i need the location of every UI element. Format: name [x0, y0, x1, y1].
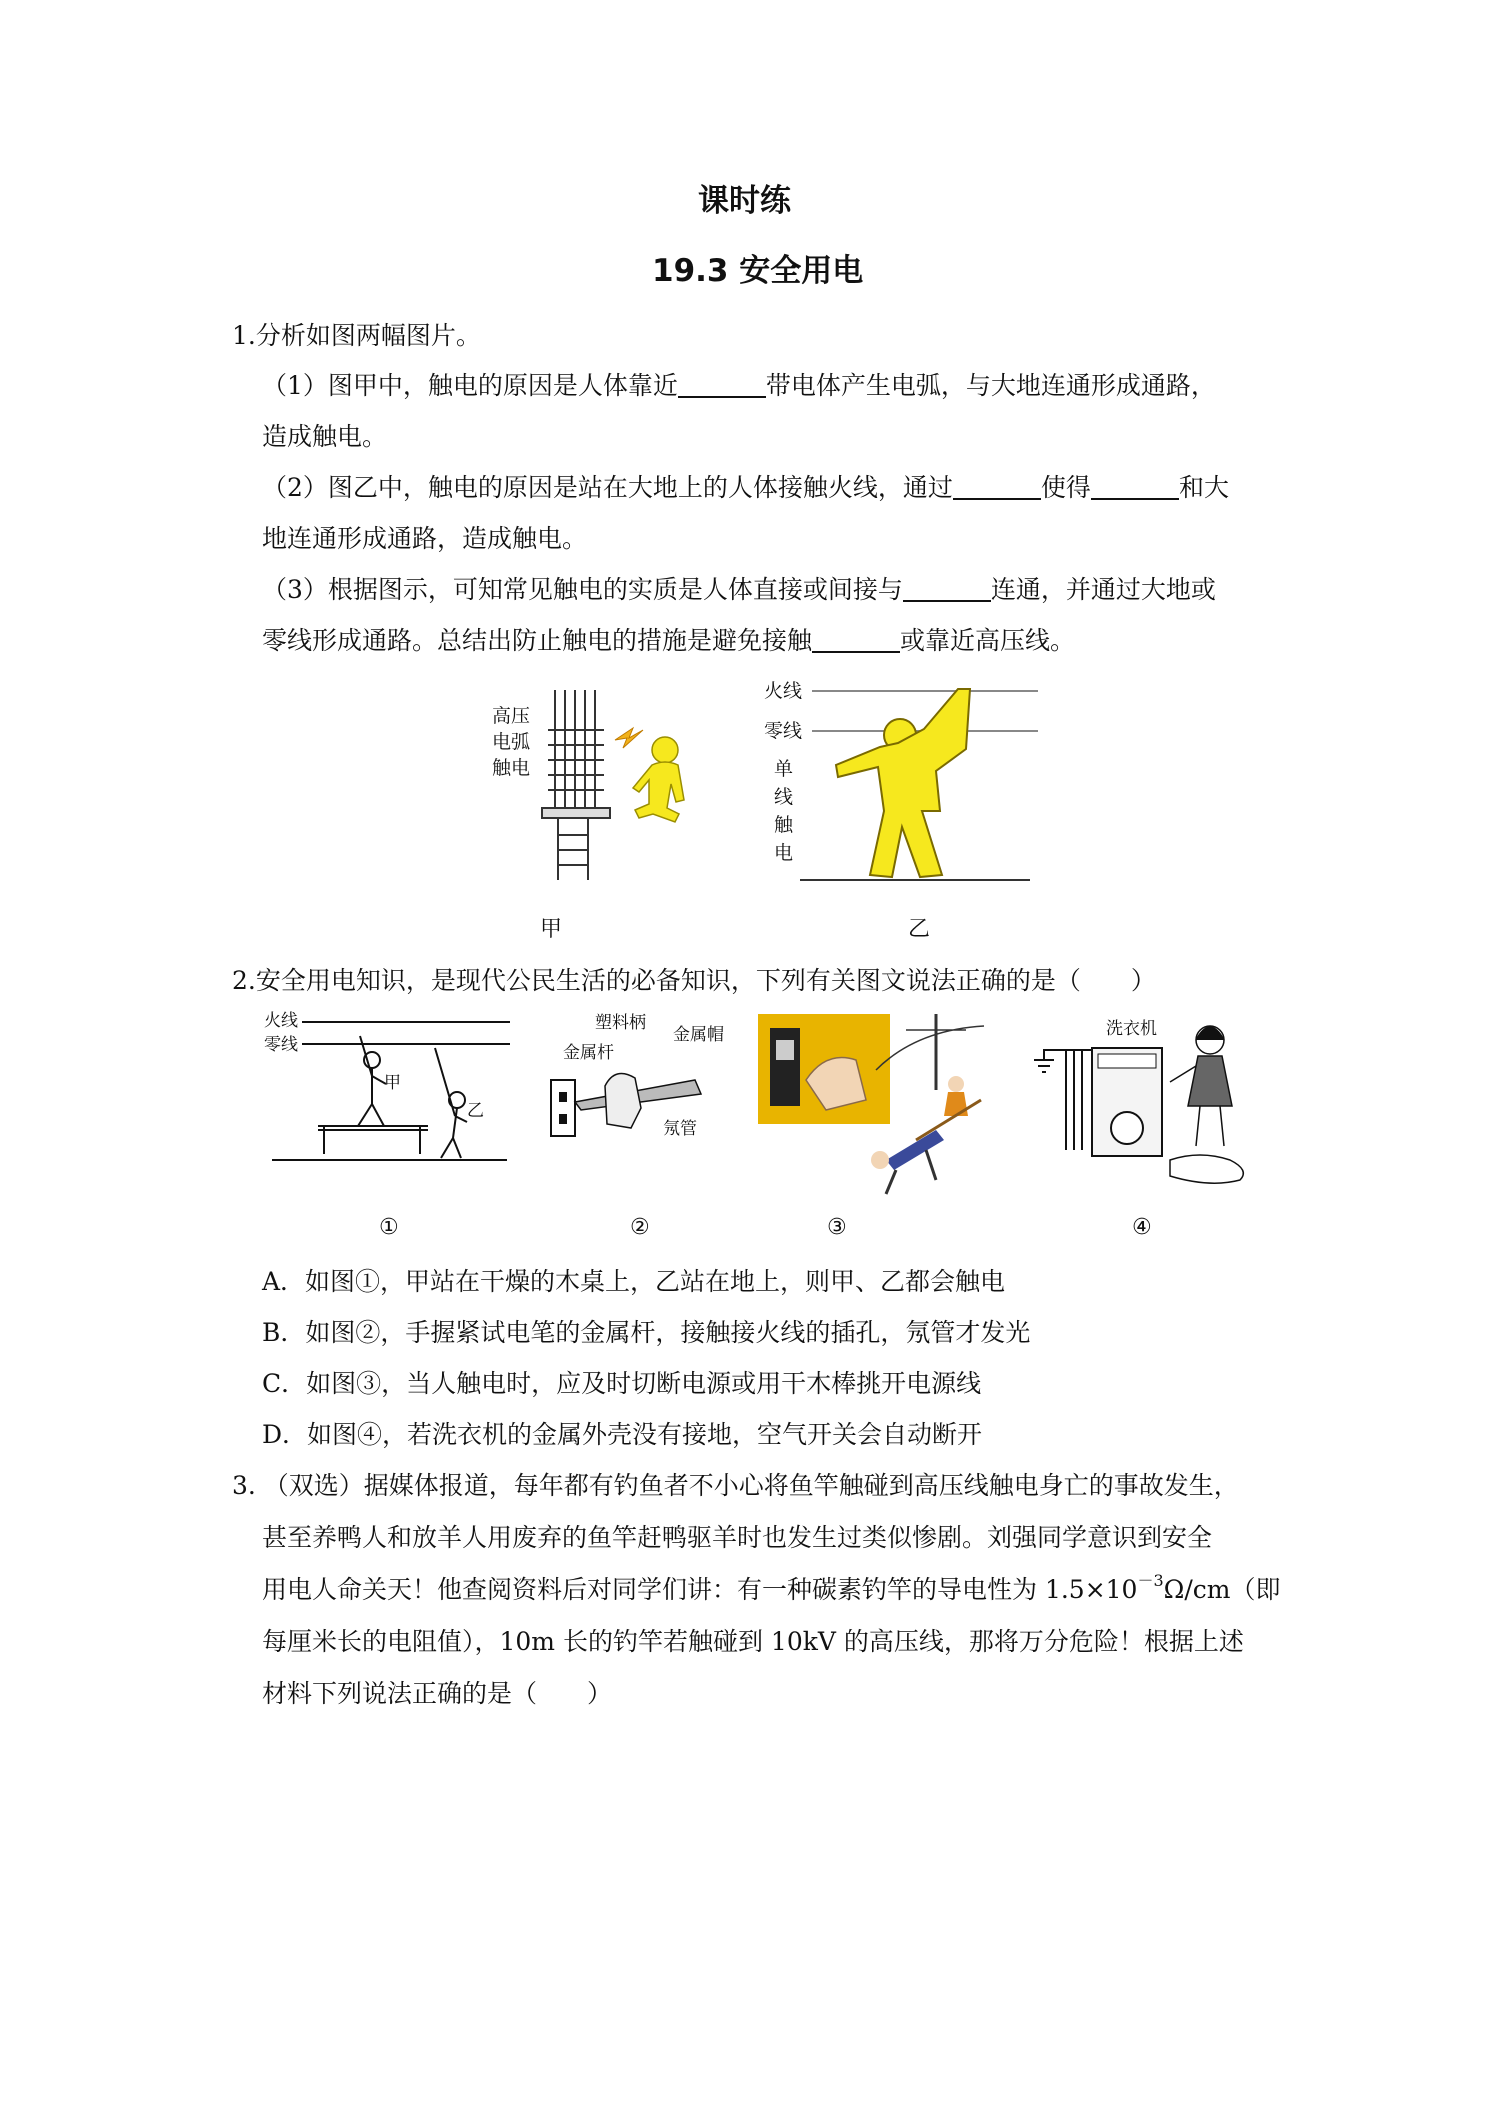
- q2-option-a[interactable]: A．如图①，甲站在干燥的木桌上，乙站在地上，则甲、乙都会触电: [262, 1267, 1006, 1296]
- figure-yi-single-wire: [760, 675, 1040, 890]
- fig-yi-char-3: 触: [774, 814, 794, 836]
- fig-jia-caption: 甲: [540, 917, 563, 942]
- q3-line-1: 3. （双选）据媒体报道，每年都有钓鱼者不小心将鱼竿触碰到高压线触电身亡的事故发生，: [232, 1471, 1239, 1500]
- water-puddle-icon: [1170, 1155, 1243, 1183]
- girl-icon: [1170, 1026, 1232, 1146]
- person-touching-wire-icon: [836, 689, 970, 877]
- fig-2-caption-1: ①: [379, 1215, 399, 1240]
- person-shocked-icon: [633, 737, 684, 822]
- q1-part3-line1: （3）根据图示，可知常见触电的实质是人体直接或间接与 连通，并通过大地或: [262, 575, 1216, 604]
- fig21-fire-label: 火线: [264, 1011, 298, 1031]
- q1-part1-line2: 造成触电。: [262, 422, 388, 451]
- fig-yi-neutral-line-label: 零线: [764, 720, 803, 742]
- fig21-jia-label: 甲: [384, 1073, 401, 1093]
- q2-option-d[interactable]: D．如图④，若洗衣机的金属外壳没有接地，空气开关会自动断开: [262, 1420, 983, 1449]
- q1-part1-line1: （1）图甲中，触电的原因是人体靠近 带电体产生电弧，与大地连通形成通路，: [262, 371, 1216, 400]
- q3-line-2: 甚至养鸭人和放羊人用废弃的鱼竿赶鸭驱羊时也发生过类似惨剧。刘强同学意识到安全: [262, 1523, 1213, 1552]
- fig-yi-caption: 乙: [908, 917, 931, 942]
- fig-jia-label-3: 触电: [492, 757, 531, 779]
- q2-option-b[interactable]: B．如图②，手握紧试电笔的金属杆，接触接火线的插孔，氖管才发光: [262, 1318, 1031, 1347]
- q1-part3-line2: 零线形成通路。总结出防止触电的措施是避免接触 或靠近高压线。: [262, 626, 1076, 655]
- fig-jia-label-1: 高压: [492, 705, 531, 727]
- figure-2-3-rescue: [756, 1010, 986, 1195]
- fig-yi-fire-line-label: 火线: [764, 680, 803, 702]
- q3-line-4: 每厘米长的电阻值），10m 长的钓竿若触碰到 10kV 的高压线，那将万分危险！根据上述: [262, 1627, 1244, 1656]
- figure-2-4-washing-machine: [1030, 1010, 1255, 1190]
- q2-stem: 2.安全用电知识，是现代公民生活的必备知识，下列有关图文说法正确的是（ ）: [232, 966, 1156, 995]
- fig22-metal-cap-label: 金属帽: [673, 1025, 724, 1045]
- rescuer-icon: [916, 1076, 981, 1140]
- transformer-icon: [542, 690, 610, 880]
- lightning-icon: [615, 728, 643, 748]
- fig24-washer-label: 洗衣机: [1106, 1019, 1157, 1039]
- fig22-metal-rod-label: 金属杆: [563, 1043, 614, 1063]
- q2-option-c[interactable]: C．如图③，当人触电时，应及时切断电源或用干木棒挑开电源线: [262, 1369, 982, 1398]
- fig-yi-char-2: 线: [774, 786, 794, 808]
- fig22-plastic-handle-label: 塑料柄: [595, 1013, 646, 1033]
- q3-exponent: －3: [1137, 1571, 1164, 1590]
- q3-line-3: 用电人命关天！他查阅资料后对同学们讲：有一种碳素钓竿的导电性为 $1.5\times 10^{-3}\Omega/cm$（即: [262, 1571, 1281, 1604]
- q3-line-5: 材料下列说法正确的是（ ）: [262, 1679, 613, 1708]
- ground-symbol-icon: [1034, 1050, 1096, 1150]
- fig22-neon-tube-label: 氖管: [663, 1119, 697, 1139]
- answer-blank[interactable]: [678, 372, 766, 398]
- answer-blank[interactable]: [903, 576, 991, 602]
- answer-blank[interactable]: [953, 474, 1041, 500]
- victim-icon: [871, 1130, 944, 1194]
- figure-jia-arc-shock: [480, 690, 710, 880]
- fig21-yi-label: 乙: [467, 1101, 484, 1121]
- switch-icon: [776, 1040, 794, 1060]
- figure-2-2-test-pen: [545, 1010, 745, 1155]
- hand-icon: [605, 1074, 641, 1129]
- doc-title: 课时练: [698, 183, 791, 219]
- figure-2-1-stick-people: [262, 1010, 512, 1175]
- doc-subtitle: 19.3 安全用电: [652, 253, 864, 289]
- answer-blank[interactable]: [1091, 474, 1179, 500]
- q1-part2-line1: （2）图乙中，触电的原因是站在大地上的人体接触火线，通过 使得 和大: [262, 473, 1229, 502]
- fig-2-caption-3: ③: [827, 1215, 847, 1240]
- q1-part2-line2: 地连通形成通路，造成触电。: [262, 524, 588, 553]
- fig-yi-char-4: 电: [774, 842, 794, 864]
- q1-stem: 1.分析如图两幅图片。: [232, 321, 481, 350]
- fig-yi-char-1: 单: [774, 758, 794, 780]
- fig-jia-label-2: 电弧: [492, 731, 531, 753]
- fig-2-caption-2: ②: [630, 1215, 650, 1240]
- fig21-neutral-label: 零线: [264, 1035, 298, 1055]
- fig-2-caption-4: ④: [1132, 1215, 1152, 1240]
- answer-blank[interactable]: [812, 627, 900, 653]
